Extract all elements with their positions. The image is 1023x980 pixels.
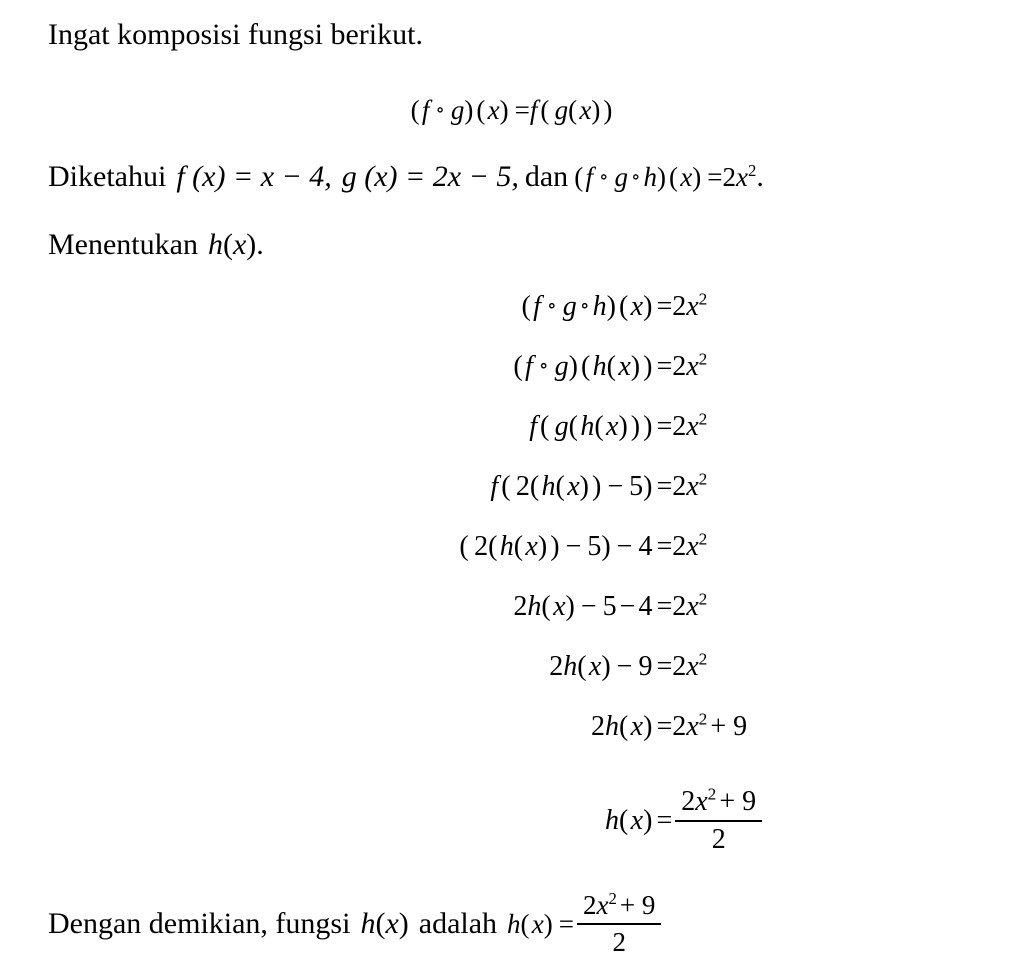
step-2-lhs [0, 351, 652, 383]
conclusion-result [507, 890, 661, 958]
rhs-coefficient: 2 [672, 591, 687, 622]
function-h: h [541, 471, 556, 502]
variable-x: x [630, 291, 644, 322]
function-h: h [580, 411, 595, 442]
rhs-exponent: 2 [698, 649, 708, 669]
comp-exponent: 2 [747, 161, 757, 180]
result-arg-open: ( [520, 908, 532, 939]
conclusion-line [48, 890, 661, 958]
given-label: Diketahui [48, 160, 167, 193]
step-3-lhs [0, 411, 652, 443]
minus-sign: − [607, 471, 624, 502]
derivation-step-9 [0, 771, 1023, 871]
given-f-definition: f (x) = x − 4, [176, 160, 332, 193]
function-f: f [421, 95, 430, 125]
rhs-exponent: 2 [698, 289, 708, 309]
inner-open: ( [606, 351, 619, 382]
cnum-coefficient: 2 [583, 890, 597, 920]
coefficient-2: 2 [549, 651, 564, 682]
composition-ring-icon: ∘ [546, 294, 557, 317]
intro-line [48, 20, 423, 50]
paren-close: ) [464, 95, 474, 125]
conclusion-fraction [577, 890, 661, 958]
inner2-close: ) [579, 471, 589, 502]
derivation-step-8 [0, 711, 1023, 771]
arg-close: ) [601, 651, 611, 682]
step-6-lhs [0, 591, 652, 623]
variable-x: x [618, 351, 631, 382]
equals-sign: = [656, 711, 673, 742]
composition-ring-icon: ∘ [435, 99, 445, 121]
variable-x: x [487, 95, 500, 125]
function-g: g [562, 291, 577, 322]
step-4-lhs [0, 471, 652, 503]
function-h: h [592, 351, 607, 382]
num-suffix: + 9 [719, 786, 757, 817]
step-7-rhs [652, 651, 1023, 683]
function-g-rhs: g [554, 95, 569, 125]
comp-value: 2 [722, 162, 736, 192]
objective-label: Menentukan [48, 228, 198, 261]
derivation-step-5 [0, 531, 1023, 591]
comp-arg-open: ( [669, 162, 681, 192]
step-3-rhs [652, 411, 1023, 443]
minus-sign-2: − [616, 531, 633, 562]
rhs-variable: x [686, 651, 699, 682]
comp-function-f: f [585, 162, 593, 192]
equals-sign: = [514, 95, 530, 125]
given-connector: dan [524, 160, 569, 193]
rhs-paren-close: ) [603, 95, 613, 125]
conclusion-paren-close: ) [398, 907, 409, 940]
arg-open: ( [577, 651, 589, 682]
inner2-close: ) [618, 411, 628, 442]
function-f: f [525, 351, 533, 382]
variable-x-rhs: x [579, 95, 592, 125]
arg-close: ) [643, 291, 653, 322]
inner2-close: ) [537, 531, 548, 562]
intro-text: Ingat komposisi fungsi berikut. [48, 18, 423, 51]
variable-x: x [525, 531, 538, 562]
inner-open: ( [529, 471, 542, 502]
objective-period: . [256, 228, 264, 261]
coefficient-2: 2 [515, 471, 530, 502]
conclusion-paren-open: ( [375, 907, 386, 940]
variable-x: x [553, 591, 566, 622]
step-6-rhs [652, 591, 1023, 623]
step-7-lhs [0, 651, 652, 683]
comp-variable-x: x [680, 162, 693, 192]
comp-arg-close: ) [692, 162, 702, 192]
equals-sign: = [656, 291, 673, 322]
constant-9: 9 [638, 651, 653, 682]
result-function-h: h [507, 908, 521, 939]
function-h: h [592, 291, 607, 322]
inner-open: ( [488, 531, 500, 562]
paren-close: ) [568, 351, 578, 382]
variable-x: x [630, 711, 644, 742]
rhs-exponent: 2 [698, 409, 708, 429]
num-exponent: 2 [707, 784, 717, 804]
rhs-coefficient: 2 [672, 711, 687, 742]
function-h: h [605, 805, 619, 836]
arg-close: ) [643, 711, 653, 742]
derivation-step-3 [0, 411, 1023, 471]
arg-open: ( [581, 351, 593, 382]
rhs-variable: x [686, 351, 699, 382]
conclusion-function-h: h [360, 907, 376, 940]
equals-sign: = [707, 162, 723, 192]
step-4-rhs [652, 471, 1023, 503]
coefficient-2: 2 [513, 591, 528, 622]
variable-x: x [606, 411, 619, 442]
equals-sign: = [656, 411, 673, 442]
step-8-rhs [652, 711, 1023, 743]
coefficient-2: 2 [474, 531, 489, 562]
step-9-lhs [0, 805, 652, 837]
rhs-variable: x [686, 291, 699, 322]
constant-5: 5 [629, 471, 644, 502]
paren-close: ) [606, 291, 616, 322]
function-f-rhs: f [529, 95, 538, 125]
paren-open: ( [540, 411, 552, 442]
function-f: f [529, 411, 537, 442]
arg-open: ( [619, 711, 631, 742]
paren-close: ) [643, 471, 653, 502]
cnum-exponent: 2 [608, 889, 617, 908]
given-line [48, 162, 764, 192]
arg-open: ( [541, 591, 554, 622]
derivation-step-1 [0, 291, 1023, 351]
objective-paren-close: ) [246, 228, 257, 261]
composition-ring-icon: ∘ [630, 166, 641, 188]
derivation-step-4 [0, 471, 1023, 531]
step-2-rhs [652, 351, 1023, 383]
minus-sign: − [616, 651, 633, 682]
function-f: f [533, 291, 541, 322]
rhs-coefficient: 2 [672, 471, 687, 502]
step-1-rhs [652, 291, 1023, 323]
composition-ring-icon: ∘ [598, 166, 609, 188]
equals-sign: = [656, 591, 673, 622]
composition-ring-icon: ∘ [579, 294, 590, 317]
rhs-variable: x [686, 531, 699, 562]
equals-sign: = [656, 651, 673, 682]
inner-close: ) [550, 531, 560, 562]
paren-open: ( [501, 471, 513, 502]
result-variable-x: x [531, 908, 544, 939]
fraction-numerator [675, 786, 762, 820]
derivation-step-6 [0, 591, 1023, 651]
paren-open: ( [521, 291, 534, 322]
given-period: . [756, 160, 764, 193]
inner-close: ) [591, 471, 602, 502]
rhs-exponent: 2 [698, 529, 708, 549]
minus-sign: − [565, 531, 582, 562]
constant-5: 5 [587, 531, 602, 562]
constant-4: 4 [638, 591, 653, 622]
function-h: h [527, 591, 542, 622]
equals-sign: = [656, 471, 673, 502]
definition-equation [0, 95, 1023, 126]
paren-open: ( [513, 351, 525, 382]
derivation-step-7 [0, 651, 1023, 711]
given-g-definition: g (x) = 2x − 5, [341, 160, 519, 193]
inner-close: ) [630, 351, 641, 382]
rhs-coefficient: 2 [672, 411, 687, 442]
rhs-exponent: 2 [698, 469, 708, 489]
result-fraction [675, 786, 762, 856]
function-g: g [450, 95, 465, 125]
paren-close: ) [601, 531, 611, 562]
conclusion-prefix: Dengan demikian, fungsi [48, 907, 351, 940]
comp-paren-open: ( [574, 162, 586, 192]
rhs-coefficient: 2 [672, 531, 687, 562]
arg-close: ) [643, 351, 653, 382]
inner-close: ) [630, 411, 641, 442]
paren-close: ) [643, 411, 653, 442]
rhs-coefficient: 2 [672, 651, 687, 682]
rhs-variable: x [686, 591, 699, 622]
num-coefficient: 2 [681, 786, 696, 817]
step-1-lhs [0, 291, 652, 323]
function-h: h [605, 711, 619, 742]
rhs-suffix: + 9 [710, 711, 748, 742]
rhs-exponent: 2 [698, 589, 708, 609]
arg-close: ) [643, 805, 653, 836]
function-h: h [563, 651, 578, 682]
conclusion-fraction-numerator [577, 890, 661, 923]
rhs-exponent: 2 [698, 709, 708, 729]
comp-function-h: h [643, 162, 658, 192]
function-g: g [554, 411, 569, 442]
objective-line [48, 230, 264, 260]
inner-open: ( [568, 411, 581, 442]
function-g: g [554, 351, 569, 382]
comp-value-x: x [735, 162, 748, 192]
objective-paren-open: ( [222, 228, 233, 261]
arg-close: ) [565, 591, 575, 622]
step-8-lhs [0, 711, 652, 743]
minus-sign-2: − [619, 591, 636, 622]
inner2-open: ( [594, 411, 607, 442]
equals-sign: = [656, 351, 673, 382]
num-variable: x [695, 786, 708, 817]
conclusion-fraction-denominator: 2 [612, 927, 626, 957]
conclusion-suffix: adalah [418, 907, 498, 940]
arg-paren-open: ( [476, 95, 488, 125]
arg-open: ( [619, 291, 631, 322]
constant-5: 5 [602, 591, 617, 622]
arg-open: ( [619, 805, 631, 836]
result-arg-close: ) [543, 908, 553, 939]
inner2-open: ( [513, 531, 526, 562]
derivation-block [0, 291, 1023, 871]
rhs-inner-paren-close: ) [591, 95, 601, 125]
conclusion-variable-x: x [385, 907, 399, 940]
inner2-open: ( [555, 471, 568, 502]
objective-variable-x: x [232, 228, 247, 261]
rhs-variable: x [686, 711, 699, 742]
rhs-inner-paren-open: ( [568, 95, 580, 125]
function-h: h [499, 531, 514, 562]
derivation-step-2 [0, 351, 1023, 411]
function-f: f [490, 471, 499, 502]
coefficient-2: 2 [591, 711, 605, 742]
comp-paren-close: ) [657, 162, 667, 192]
rhs-coefficient: 2 [672, 291, 687, 322]
comp-function-g: g [614, 162, 628, 192]
result-equals-sign: = [558, 908, 575, 939]
step-9-rhs [652, 786, 1023, 856]
paren-open: ( [459, 531, 472, 562]
variable-x: x [588, 651, 602, 682]
step-5-rhs [652, 531, 1023, 563]
equals-sign: = [656, 531, 673, 562]
step-5-lhs [0, 531, 652, 563]
rhs-exponent: 2 [698, 349, 708, 369]
fraction-denominator: 2 [711, 824, 726, 855]
rhs-coefficient: 2 [672, 351, 687, 382]
variable-x: x [567, 471, 580, 502]
objective-target: h [207, 228, 223, 261]
rhs-variable: x [686, 471, 699, 502]
rhs-variable: x [686, 411, 699, 442]
composition-ring-icon: ∘ [538, 354, 549, 377]
cnum-variable: x [596, 890, 609, 920]
paren-open: ( [410, 95, 422, 125]
variable-x: x [630, 805, 644, 836]
cnum-suffix: + 9 [619, 890, 656, 920]
minus-sign: − [580, 591, 597, 622]
equals-sign: = [656, 805, 673, 836]
constant-4: 4 [638, 531, 653, 562]
arg-paren-close: ) [499, 95, 509, 125]
rhs-paren-open: ( [540, 95, 552, 125]
